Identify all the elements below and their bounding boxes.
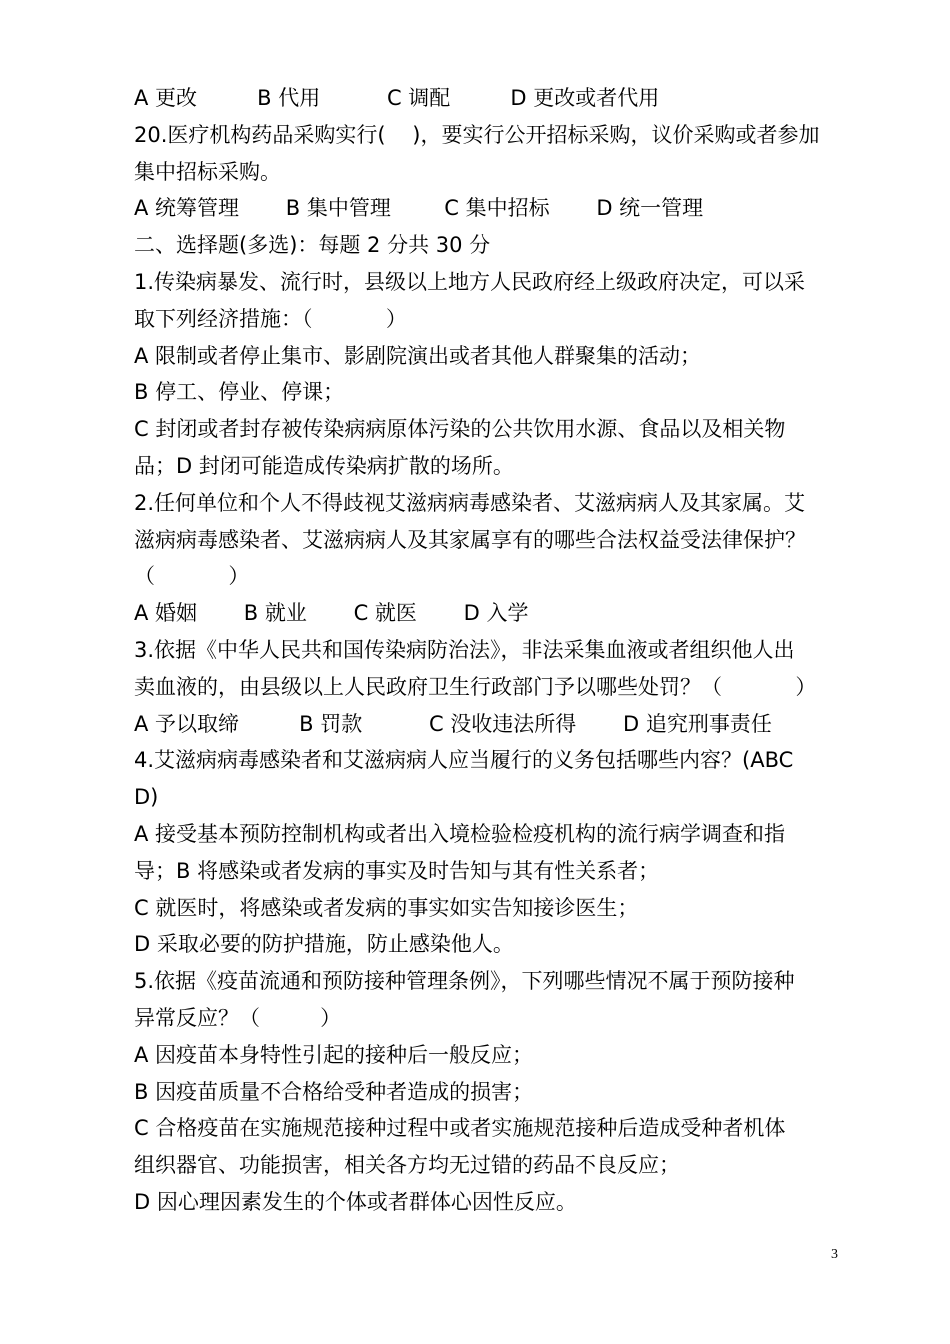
question-4-option-c: C 就医时，将感染或者发病的事实如实告知接诊医生； (134, 895, 639, 920)
question-2-line-3: （ ） (134, 564, 250, 589)
question-5-option-d: D 因心理因素发生的个体或者群体心因性反应。 (134, 1189, 577, 1214)
question-1-option-a: A 限制或者停止集市、影剧院演出或者其他人群聚集的活动； (134, 343, 702, 368)
options-line-q19: A 更改 B 代用 C 调配 D 更改或者代用 (134, 86, 660, 110)
options-line-q2: A 婚姻 B 就业 C 就医 D 入学 (134, 601, 529, 626)
section-heading-multiple-choice: 二、选择题(多选)：每题 2 分共 30 分 (134, 233, 491, 258)
question-1-option-c-d: 品；D 封闭可能造成传染病扩散的场所。 (134, 453, 514, 478)
question-1-option-c-line-1: C 封闭或者封存被传染病病原体污染的公共饮用水源、食品以及相关物 (134, 417, 786, 442)
options-line-q3: A 予以取缔 B 罚款 C 没收违法所得 D 追究刑事责任 (134, 711, 772, 736)
question-1-line-2: 取下列经济措施：（ ） (134, 306, 407, 331)
question-5-option-c-line-1: C 合格疫苗在实施规范接种过程中或者实施规范接种后造成受种者机体 (134, 1116, 786, 1141)
question-3-line-1: 3.依据《中华人民共和国传染病防治法》，非法采集血液或者组织他人出 (134, 637, 795, 662)
question-5-line-2: 异常反应？（ ） (134, 1005, 342, 1030)
question-1-line-1: 1.传染病暴发、流行时，县级以上地方人民政府经上级政府决定，可以采 (134, 269, 806, 294)
question-4-option-a-b: 导；B 将感染或者发病的事实及时告知与其有性关系者； (134, 858, 660, 883)
question-20-line-1: 20.医疗机构药品采购实行( )，要实行公开招标采购，议价采购或者参加 (134, 122, 820, 147)
question-4-option-d: D 采取必要的防护措施，防止感染他人。 (134, 932, 514, 957)
question-5-option-c-line-2: 组织器官、功能损害，相关各方均无过错的药品不良反应； (134, 1153, 680, 1178)
question-4-line-2: D) (134, 785, 159, 810)
options-line-q20: A 统筹管理 B 集中管理 C 集中招标 D 统一管理 (134, 196, 704, 221)
page-content (134, 80, 850, 1221)
question-20-line-2: 集中招标采购。 (134, 159, 281, 184)
question-3-line-2: 卖血液的，由县级以上人民政府卫生行政部门予以哪些处罚？（ ） (134, 674, 817, 699)
question-2-line-1: 2.任何单位和个人不得歧视艾滋病病毒感染者、艾滋病病人及其家属。艾 (134, 490, 806, 515)
question-5-line-1: 5.依据《疫苗流通和预防接种管理条例》，下列哪些情况不属于预防接种 (134, 969, 795, 994)
question-4-option-a: A 接受基本预防控制机构或者出入境检验检疫机构的流行病学调查和指 (134, 821, 786, 846)
question-5-option-a: A 因疫苗本身特性引起的接种后一般反应； (134, 1042, 534, 1067)
question-1-option-b: B 停工、停业、停课； (134, 380, 345, 405)
question-2-line-2: 滋病病毒感染者、艾滋病病人及其家属享有的哪些合法权益受法律保护？ (134, 527, 806, 552)
question-4-line-1: 4.艾滋病病毒感染者和艾滋病病人应当履行的义务包括哪些内容？(ABC (134, 748, 794, 773)
page-number: 3 (831, 1247, 838, 1262)
question-5-option-b: B 因疫苗质量不合格给受种者造成的损害； (134, 1079, 534, 1104)
